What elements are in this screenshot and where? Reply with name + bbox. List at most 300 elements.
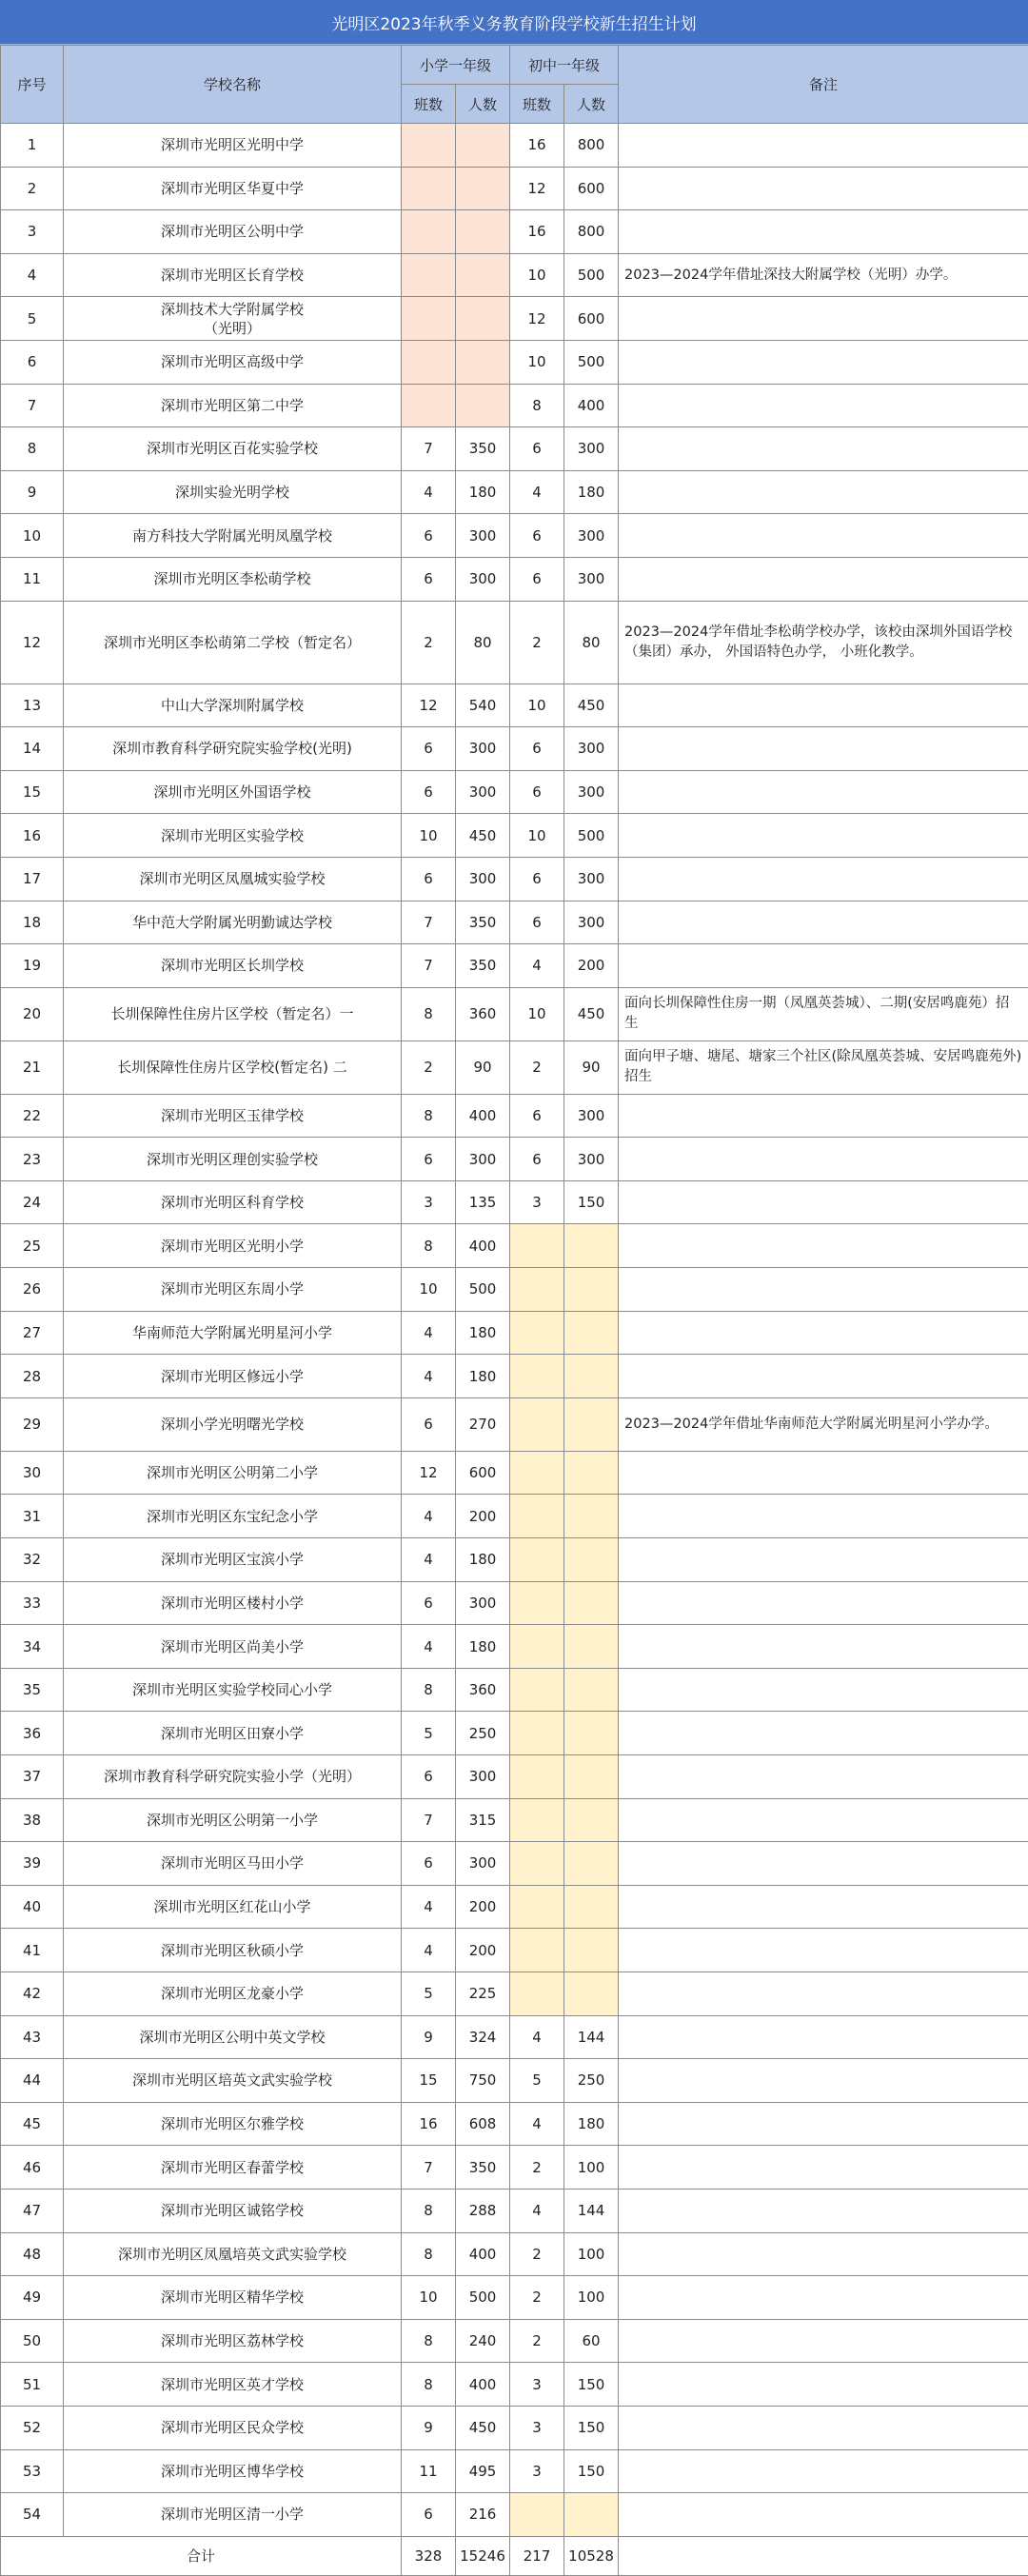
primary-students: 300	[456, 1138, 510, 1181]
row-number: 48	[1, 2232, 64, 2276]
school-name: 深圳市光明区公明第二小学	[64, 1451, 402, 1495]
junior-students	[564, 1311, 619, 1355]
primary-students: 300	[456, 1842, 510, 1886]
school-name: 深圳市光明区长圳学校	[64, 944, 402, 988]
table-row	[1, 1268, 1028, 1312]
junior-students	[564, 1972, 619, 2015]
row-number: 18	[1, 901, 64, 944]
school-name: 深圳市光明区培英文武实验学校	[64, 2059, 402, 2103]
junior-classes: 4	[510, 2015, 564, 2059]
row-note	[619, 2146, 1028, 2190]
row-note: 2023—2024学年借址李松萌学校办学，该校由深圳外国语学校（集团）承办， 外国语特色办学， 小班化教学。	[619, 601, 1028, 684]
row-number: 26	[1, 1268, 64, 1312]
row-note	[619, 2102, 1028, 2146]
primary-students	[456, 124, 510, 168]
junior-students: 300	[564, 557, 619, 601]
table-row	[1, 340, 1028, 384]
school-name: 深圳市光明区荔林学校	[64, 2319, 402, 2363]
row-number: 31	[1, 1495, 64, 1538]
table-row	[1, 944, 1028, 988]
junior-classes	[510, 1625, 564, 1669]
table-row	[1, 987, 1028, 1040]
primary-students: 300	[456, 1755, 510, 1799]
school-name: 华中范大学附属光明勤诚达学校	[64, 901, 402, 944]
total-note	[619, 2536, 1028, 2575]
primary-students: 300	[456, 770, 510, 814]
junior-classes: 10	[510, 340, 564, 384]
junior-classes: 3	[510, 2449, 564, 2493]
row-note	[619, 427, 1028, 471]
primary-students: 240	[456, 2319, 510, 2363]
primary-classes: 10	[402, 2276, 456, 2320]
row-number: 39	[1, 1842, 64, 1886]
primary-classes: 8	[402, 2319, 456, 2363]
row-number: 21	[1, 1040, 64, 1094]
primary-students: 200	[456, 1929, 510, 1972]
row-number: 54	[1, 2493, 64, 2537]
table-row	[1, 253, 1028, 297]
school-name: 中山大学深圳附属学校	[64, 684, 402, 727]
table-row	[1, 2102, 1028, 2146]
primary-students: 180	[456, 1355, 510, 1398]
row-note	[619, 1094, 1028, 1138]
primary-classes: 8	[402, 2232, 456, 2276]
junior-classes	[510, 1495, 564, 1538]
row-number: 4	[1, 253, 64, 297]
row-number: 19	[1, 944, 64, 988]
row-number: 38	[1, 1798, 64, 1842]
row-number: 42	[1, 1972, 64, 2015]
school-name: 深圳市光明区东宝纪念小学	[64, 1495, 402, 1538]
junior-students: 500	[564, 814, 619, 858]
table-row	[1, 167, 1028, 210]
primary-students	[456, 210, 510, 254]
primary-students: 200	[456, 1885, 510, 1929]
school-name: 深圳市光明区龙豪小学	[64, 1972, 402, 2015]
row-note	[619, 2276, 1028, 2320]
junior-classes	[510, 1538, 564, 1582]
row-note	[619, 1755, 1028, 1799]
school-name: 深圳市光明区尚美小学	[64, 1625, 402, 1669]
junior-classes	[510, 1451, 564, 1495]
junior-students: 800	[564, 124, 619, 168]
row-note	[619, 2015, 1028, 2059]
row-number: 5	[1, 297, 64, 341]
table-row	[1, 1538, 1028, 1582]
school-name: 深圳市光明区公明第一小学	[64, 1798, 402, 1842]
primary-students: 300	[456, 514, 510, 558]
junior-students: 144	[564, 2189, 619, 2232]
primary-students: 350	[456, 944, 510, 988]
row-number: 8	[1, 427, 64, 471]
junior-students: 100	[564, 2146, 619, 2190]
junior-students: 100	[564, 2276, 619, 2320]
junior-students: 500	[564, 340, 619, 384]
junior-students	[564, 2493, 619, 2537]
row-note	[619, 1972, 1028, 2015]
row-note	[619, 1224, 1028, 1268]
school-name: 深圳市光明区光明中学	[64, 124, 402, 168]
junior-classes: 3	[510, 1180, 564, 1224]
junior-classes	[510, 1311, 564, 1355]
total-junior-students: 10528	[564, 2536, 619, 2575]
school-name: 深圳市光明区公明中学	[64, 210, 402, 254]
junior-students	[564, 1355, 619, 1398]
table-row	[1, 2015, 1028, 2059]
row-number: 34	[1, 1625, 64, 1669]
school-name: 深圳市光明区田寮小学	[64, 1712, 402, 1755]
row-number: 15	[1, 770, 64, 814]
school-name: 南方科技大学附属光明凤凰学校	[64, 514, 402, 558]
primary-classes: 6	[402, 1397, 456, 1451]
junior-students: 300	[564, 427, 619, 471]
school-name: 深圳市光明区理创实验学校	[64, 1138, 402, 1181]
junior-students: 300	[564, 514, 619, 558]
primary-students: 250	[456, 1712, 510, 1755]
primary-students: 450	[456, 2406, 510, 2449]
junior-students: 144	[564, 2015, 619, 2059]
junior-students: 300	[564, 1094, 619, 1138]
table-row	[1, 1712, 1028, 1755]
school-name: 深圳小学光明曙光学校	[64, 1397, 402, 1451]
table-row	[1, 1581, 1028, 1625]
school-name: 深圳市光明区清一小学	[64, 2493, 402, 2537]
primary-students	[456, 384, 510, 427]
table-row	[1, 1355, 1028, 1398]
primary-students: 270	[456, 1397, 510, 1451]
primary-students: 225	[456, 1972, 510, 2015]
primary-students	[456, 297, 510, 341]
row-note	[619, 1451, 1028, 1495]
primary-students: 750	[456, 2059, 510, 2103]
junior-students	[564, 1625, 619, 1669]
table-row	[1, 1668, 1028, 1712]
row-number: 1	[1, 124, 64, 168]
primary-classes: 11	[402, 2449, 456, 2493]
primary-students: 400	[456, 2363, 510, 2407]
junior-students	[564, 1538, 619, 1582]
table-row	[1, 1311, 1028, 1355]
junior-classes: 10	[510, 253, 564, 297]
junior-classes: 3	[510, 2406, 564, 2449]
table-row	[1, 901, 1028, 944]
row-number: 27	[1, 1311, 64, 1355]
primary-classes: 7	[402, 1798, 456, 1842]
junior-classes: 3	[510, 2363, 564, 2407]
row-number: 17	[1, 857, 64, 901]
primary-classes: 12	[402, 684, 456, 727]
table-row	[1, 470, 1028, 514]
header-junior: 初中一年级	[510, 46, 619, 85]
primary-classes	[402, 297, 456, 341]
primary-students: 600	[456, 1451, 510, 1495]
row-note	[619, 470, 1028, 514]
row-note	[619, 2319, 1028, 2363]
junior-students: 150	[564, 2406, 619, 2449]
row-note	[619, 1355, 1028, 1398]
school-name: 深圳市光明区凤凰城实验学校	[64, 857, 402, 901]
junior-students	[564, 1495, 619, 1538]
primary-students: 80	[456, 601, 510, 684]
row-note	[619, 770, 1028, 814]
junior-classes: 6	[510, 557, 564, 601]
primary-students: 350	[456, 2146, 510, 2190]
junior-classes: 4	[510, 470, 564, 514]
junior-students	[564, 1712, 619, 1755]
row-number: 22	[1, 1094, 64, 1138]
row-note	[619, 124, 1028, 168]
row-note	[619, 2232, 1028, 2276]
primary-classes: 8	[402, 2189, 456, 2232]
primary-classes: 8	[402, 2363, 456, 2407]
row-note	[619, 1268, 1028, 1312]
junior-students	[564, 1397, 619, 1451]
junior-students: 500	[564, 253, 619, 297]
table-row	[1, 857, 1028, 901]
table-row	[1, 1397, 1028, 1451]
table-row	[1, 2276, 1028, 2320]
primary-students: 288	[456, 2189, 510, 2232]
table-row	[1, 1094, 1028, 1138]
row-number: 37	[1, 1755, 64, 1799]
primary-students: 200	[456, 1495, 510, 1538]
row-number: 50	[1, 2319, 64, 2363]
row-number: 9	[1, 470, 64, 514]
row-number: 36	[1, 1712, 64, 1755]
row-number: 20	[1, 987, 64, 1040]
table-row	[1, 2449, 1028, 2493]
primary-classes: 7	[402, 2146, 456, 2190]
primary-classes: 4	[402, 470, 456, 514]
table-row	[1, 1040, 1028, 1094]
row-note	[619, 2449, 1028, 2493]
junior-students	[564, 1224, 619, 1268]
primary-students	[456, 253, 510, 297]
school-name: 深圳市光明区公明中英文学校	[64, 2015, 402, 2059]
school-name: 深圳市光明区科育学校	[64, 1180, 402, 1224]
school-name: 深圳市光明区李松萌第二学校（暂定名）	[64, 601, 402, 684]
row-number: 10	[1, 514, 64, 558]
row-note: 2023—2024学年借址华南师范大学附属光明星河小学办学。	[619, 1397, 1028, 1451]
junior-classes: 2	[510, 1040, 564, 1094]
school-name: 深圳市光明区外国语学校	[64, 770, 402, 814]
primary-students: 400	[456, 2232, 510, 2276]
primary-students: 300	[456, 1581, 510, 1625]
primary-classes: 9	[402, 2406, 456, 2449]
primary-students: 350	[456, 901, 510, 944]
primary-classes: 10	[402, 814, 456, 858]
header-no: 序号	[1, 46, 64, 124]
junior-classes	[510, 1842, 564, 1886]
junior-classes: 6	[510, 727, 564, 771]
junior-classes	[510, 1929, 564, 1972]
primary-classes: 7	[402, 427, 456, 471]
primary-classes: 4	[402, 1929, 456, 1972]
junior-classes: 10	[510, 814, 564, 858]
junior-students: 150	[564, 2449, 619, 2493]
table-row	[1, 514, 1028, 558]
primary-students: 500	[456, 2276, 510, 2320]
school-name: 深圳市光明区尔雅学校	[64, 2102, 402, 2146]
row-note	[619, 2059, 1028, 2103]
primary-classes: 8	[402, 987, 456, 1040]
junior-students: 600	[564, 167, 619, 210]
row-note	[619, 1929, 1028, 1972]
school-name: 深圳市光明区玉律学校	[64, 1094, 402, 1138]
row-number: 33	[1, 1581, 64, 1625]
school-name: 深圳市光明区实验学校	[64, 814, 402, 858]
table-row	[1, 124, 1028, 168]
row-number: 40	[1, 1885, 64, 1929]
junior-students: 180	[564, 470, 619, 514]
junior-classes: 6	[510, 427, 564, 471]
junior-students: 250	[564, 2059, 619, 2103]
row-number: 3	[1, 210, 64, 254]
primary-students: 300	[456, 857, 510, 901]
primary-students	[456, 167, 510, 210]
junior-classes: 10	[510, 684, 564, 727]
junior-students: 60	[564, 2319, 619, 2363]
primary-students: 180	[456, 470, 510, 514]
row-number: 35	[1, 1668, 64, 1712]
junior-classes: 12	[510, 167, 564, 210]
primary-students: 180	[456, 1311, 510, 1355]
primary-classes: 6	[402, 514, 456, 558]
school-name: 深圳市光明区修远小学	[64, 1355, 402, 1398]
table-row	[1, 427, 1028, 471]
header-primary-classes: 班数	[402, 85, 456, 124]
primary-students: 500	[456, 1268, 510, 1312]
row-note	[619, 1668, 1028, 1712]
school-name: 深圳市光明区马田小学	[64, 1842, 402, 1886]
junior-students: 150	[564, 2363, 619, 2407]
primary-students: 216	[456, 2493, 510, 2537]
junior-students	[564, 1929, 619, 1972]
primary-students: 608	[456, 2102, 510, 2146]
school-name: 深圳市光明区博华学校	[64, 2449, 402, 2493]
primary-classes: 12	[402, 1451, 456, 1495]
school-name: 深圳市光明区精华学校	[64, 2276, 402, 2320]
table-row	[1, 1625, 1028, 1669]
school-name: 深圳市光明区李松萌学校	[64, 557, 402, 601]
table-row	[1, 1495, 1028, 1538]
school-name: 长圳保障性住房片区学校（暂定名）一	[64, 987, 402, 1040]
primary-students: 360	[456, 1668, 510, 1712]
table-row	[1, 601, 1028, 684]
table-row	[1, 684, 1028, 727]
primary-classes: 7	[402, 901, 456, 944]
junior-classes: 4	[510, 2102, 564, 2146]
row-note	[619, 2363, 1028, 2407]
row-note	[619, 1495, 1028, 1538]
primary-students: 400	[456, 1094, 510, 1138]
primary-students: 540	[456, 684, 510, 727]
junior-students	[564, 1885, 619, 1929]
junior-classes: 16	[510, 210, 564, 254]
row-note	[619, 857, 1028, 901]
row-note	[619, 1180, 1028, 1224]
junior-students: 300	[564, 1138, 619, 1181]
row-number: 46	[1, 2146, 64, 2190]
table-row	[1, 384, 1028, 427]
row-number: 13	[1, 684, 64, 727]
junior-classes: 2	[510, 2146, 564, 2190]
table-row	[1, 814, 1028, 858]
row-note	[619, 2189, 1028, 2232]
header-primary: 小学一年级	[402, 46, 510, 85]
primary-students	[456, 340, 510, 384]
row-number: 47	[1, 2189, 64, 2232]
junior-classes	[510, 1972, 564, 2015]
junior-classes	[510, 1581, 564, 1625]
table-row	[1, 1798, 1028, 1842]
primary-classes	[402, 167, 456, 210]
junior-students: 300	[564, 857, 619, 901]
junior-students: 150	[564, 1180, 619, 1224]
row-number: 28	[1, 1355, 64, 1398]
row-note	[619, 901, 1028, 944]
total-primary-classes: 328	[402, 2536, 456, 2575]
table-row	[1, 727, 1028, 771]
junior-classes: 10	[510, 987, 564, 1040]
primary-classes: 6	[402, 1581, 456, 1625]
row-note	[619, 1538, 1028, 1582]
row-number: 2	[1, 167, 64, 210]
table-row	[1, 1885, 1028, 1929]
primary-students: 135	[456, 1180, 510, 1224]
school-name: 深圳市光明区红花山小学	[64, 1885, 402, 1929]
school-name: 深圳市光明区光明小学	[64, 1224, 402, 1268]
primary-students: 180	[456, 1625, 510, 1669]
row-number: 23	[1, 1138, 64, 1181]
primary-classes: 2	[402, 601, 456, 684]
primary-students: 300	[456, 557, 510, 601]
school-name: 深圳技术大学附属学校 （光明）	[64, 297, 402, 341]
primary-classes: 4	[402, 1625, 456, 1669]
school-name: 深圳市光明区第二中学	[64, 384, 402, 427]
primary-classes: 4	[402, 1885, 456, 1929]
junior-classes	[510, 1755, 564, 1799]
school-name: 深圳市教育科学研究院实验学校(光明)	[64, 727, 402, 771]
junior-students: 300	[564, 727, 619, 771]
junior-classes	[510, 1668, 564, 1712]
table-row	[1, 1755, 1028, 1799]
primary-classes: 4	[402, 1311, 456, 1355]
table-row	[1, 2189, 1028, 2232]
school-name: 深圳市光明区诚铭学校	[64, 2189, 402, 2232]
primary-students: 300	[456, 727, 510, 771]
junior-classes: 4	[510, 2189, 564, 2232]
primary-students: 90	[456, 1040, 510, 1094]
header-primary-students: 人数	[456, 85, 510, 124]
junior-students: 450	[564, 987, 619, 1040]
row-note	[619, 1842, 1028, 1886]
junior-classes: 6	[510, 514, 564, 558]
primary-classes	[402, 340, 456, 384]
table-row	[1, 2059, 1028, 2103]
junior-classes: 5	[510, 2059, 564, 2103]
junior-students: 90	[564, 1040, 619, 1094]
junior-classes	[510, 2493, 564, 2537]
table-row	[1, 2363, 1028, 2407]
total-junior-classes: 217	[510, 2536, 564, 2575]
row-number: 30	[1, 1451, 64, 1495]
row-number: 24	[1, 1180, 64, 1224]
primary-classes	[402, 384, 456, 427]
row-number: 7	[1, 384, 64, 427]
junior-classes	[510, 1355, 564, 1398]
row-note	[619, 1798, 1028, 1842]
